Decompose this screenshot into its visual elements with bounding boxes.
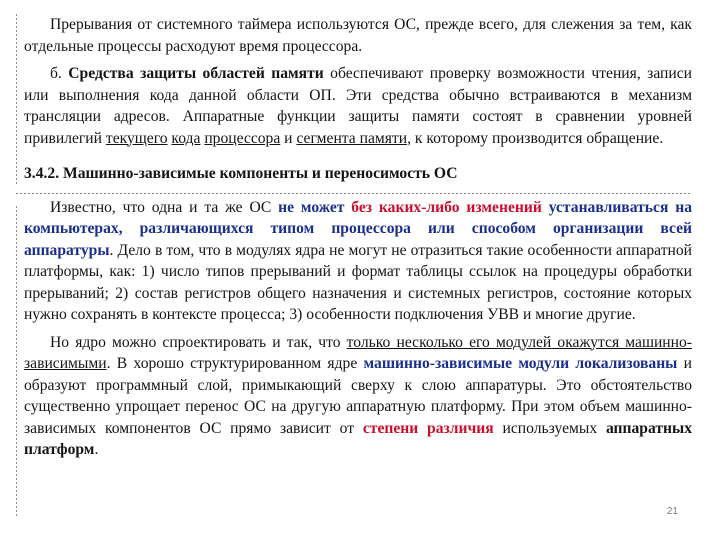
- item-number: б.: [50, 65, 62, 82]
- page-number: 21: [666, 506, 678, 517]
- paragraph-memory-protection: б. Средства защиты областей памяти обеспечивают проверку возможности чтения, записи или выполнения кода данной области ОП. Эти средства обычно встраиваются в механизм трансляции адресов. Аппаратные функции защиты памяти состоят в сравнении уровней привилегий текущего кода процессора и сегмента памяти, к которому производится обращение.: [24, 65, 692, 147]
- term-hardware-platforms: аппаратных платформ: [24, 419, 692, 458]
- link-code: кода: [171, 129, 201, 147]
- margin-rule-bottom: [16, 206, 17, 516]
- link-memory-segment: сегмента памяти: [296, 129, 408, 147]
- emphasis-install-different-hardware: устанавливаться на компьютерах, различающихся типом процессора или способом организации всей аппаратуры: [24, 198, 693, 259]
- document-page: [24, 14, 692, 461]
- paragraph-kernel-design: Но ядро можно спроектировать и так, что только несколько его модулей окажутся машинно-зависимыми. В хорошо структурированном ядре машинно-зависимые модули локализованы и образуют программный слой, примыкающий сверху к слою аппаратуры. Это обстоятельство существенно упрощает перенос ОС на другую аппаратную платформу. При этом объем машинно-зависимых компонентов ОС прямо зависит от степени различия используемых аппаратных платформ.: [24, 333, 692, 458]
- emphasis-degree-of-difference: степени различия: [362, 419, 494, 437]
- emphasis-localized-modules: машинно-зависимые модули локализованы: [363, 355, 678, 372]
- paragraph-portability: Известно, что одна и та же ОС не может без каких-либо изменений устанавливаться на компьютерах, различающихся типом процессора или способом организации всей аппаратуры. Дело в том, что в модулях ядра не могут не отразиться такие особенности аппаратной платформы, как: 1) число типов прерываний и формат таблицы ссылок на процедуры обработки прерываний; 2) состав регистров общего назначения и системных регистров, состояние которых нужно сохранять в контексте процесса; 3) особенности подключения УВВ и многие другие.: [24, 198, 693, 323]
- emphasis-without-changes: без каких-либо изменений: [351, 198, 542, 216]
- term-memory-protection: Средства защиты областей памяти: [68, 65, 324, 82]
- underlined-machine-dependent: только несколько его модулей окажутся машинно-зависимыми: [24, 333, 692, 372]
- margin-rule-top: [16, 14, 17, 184]
- paragraph-timer-interrupts: Прерывания от системного таймера используются ОС, прежде всего, для слежения за тем, как отдельные процессы расходуют время процессора.: [24, 16, 692, 55]
- link-current: текущего: [105, 129, 168, 147]
- link-processor: процессора: [204, 129, 281, 147]
- emphasis-cannot: не может: [278, 198, 345, 216]
- section-heading: 3.4.2. Машинно-зависимые компоненты и переносимость ОС: [24, 165, 458, 182]
